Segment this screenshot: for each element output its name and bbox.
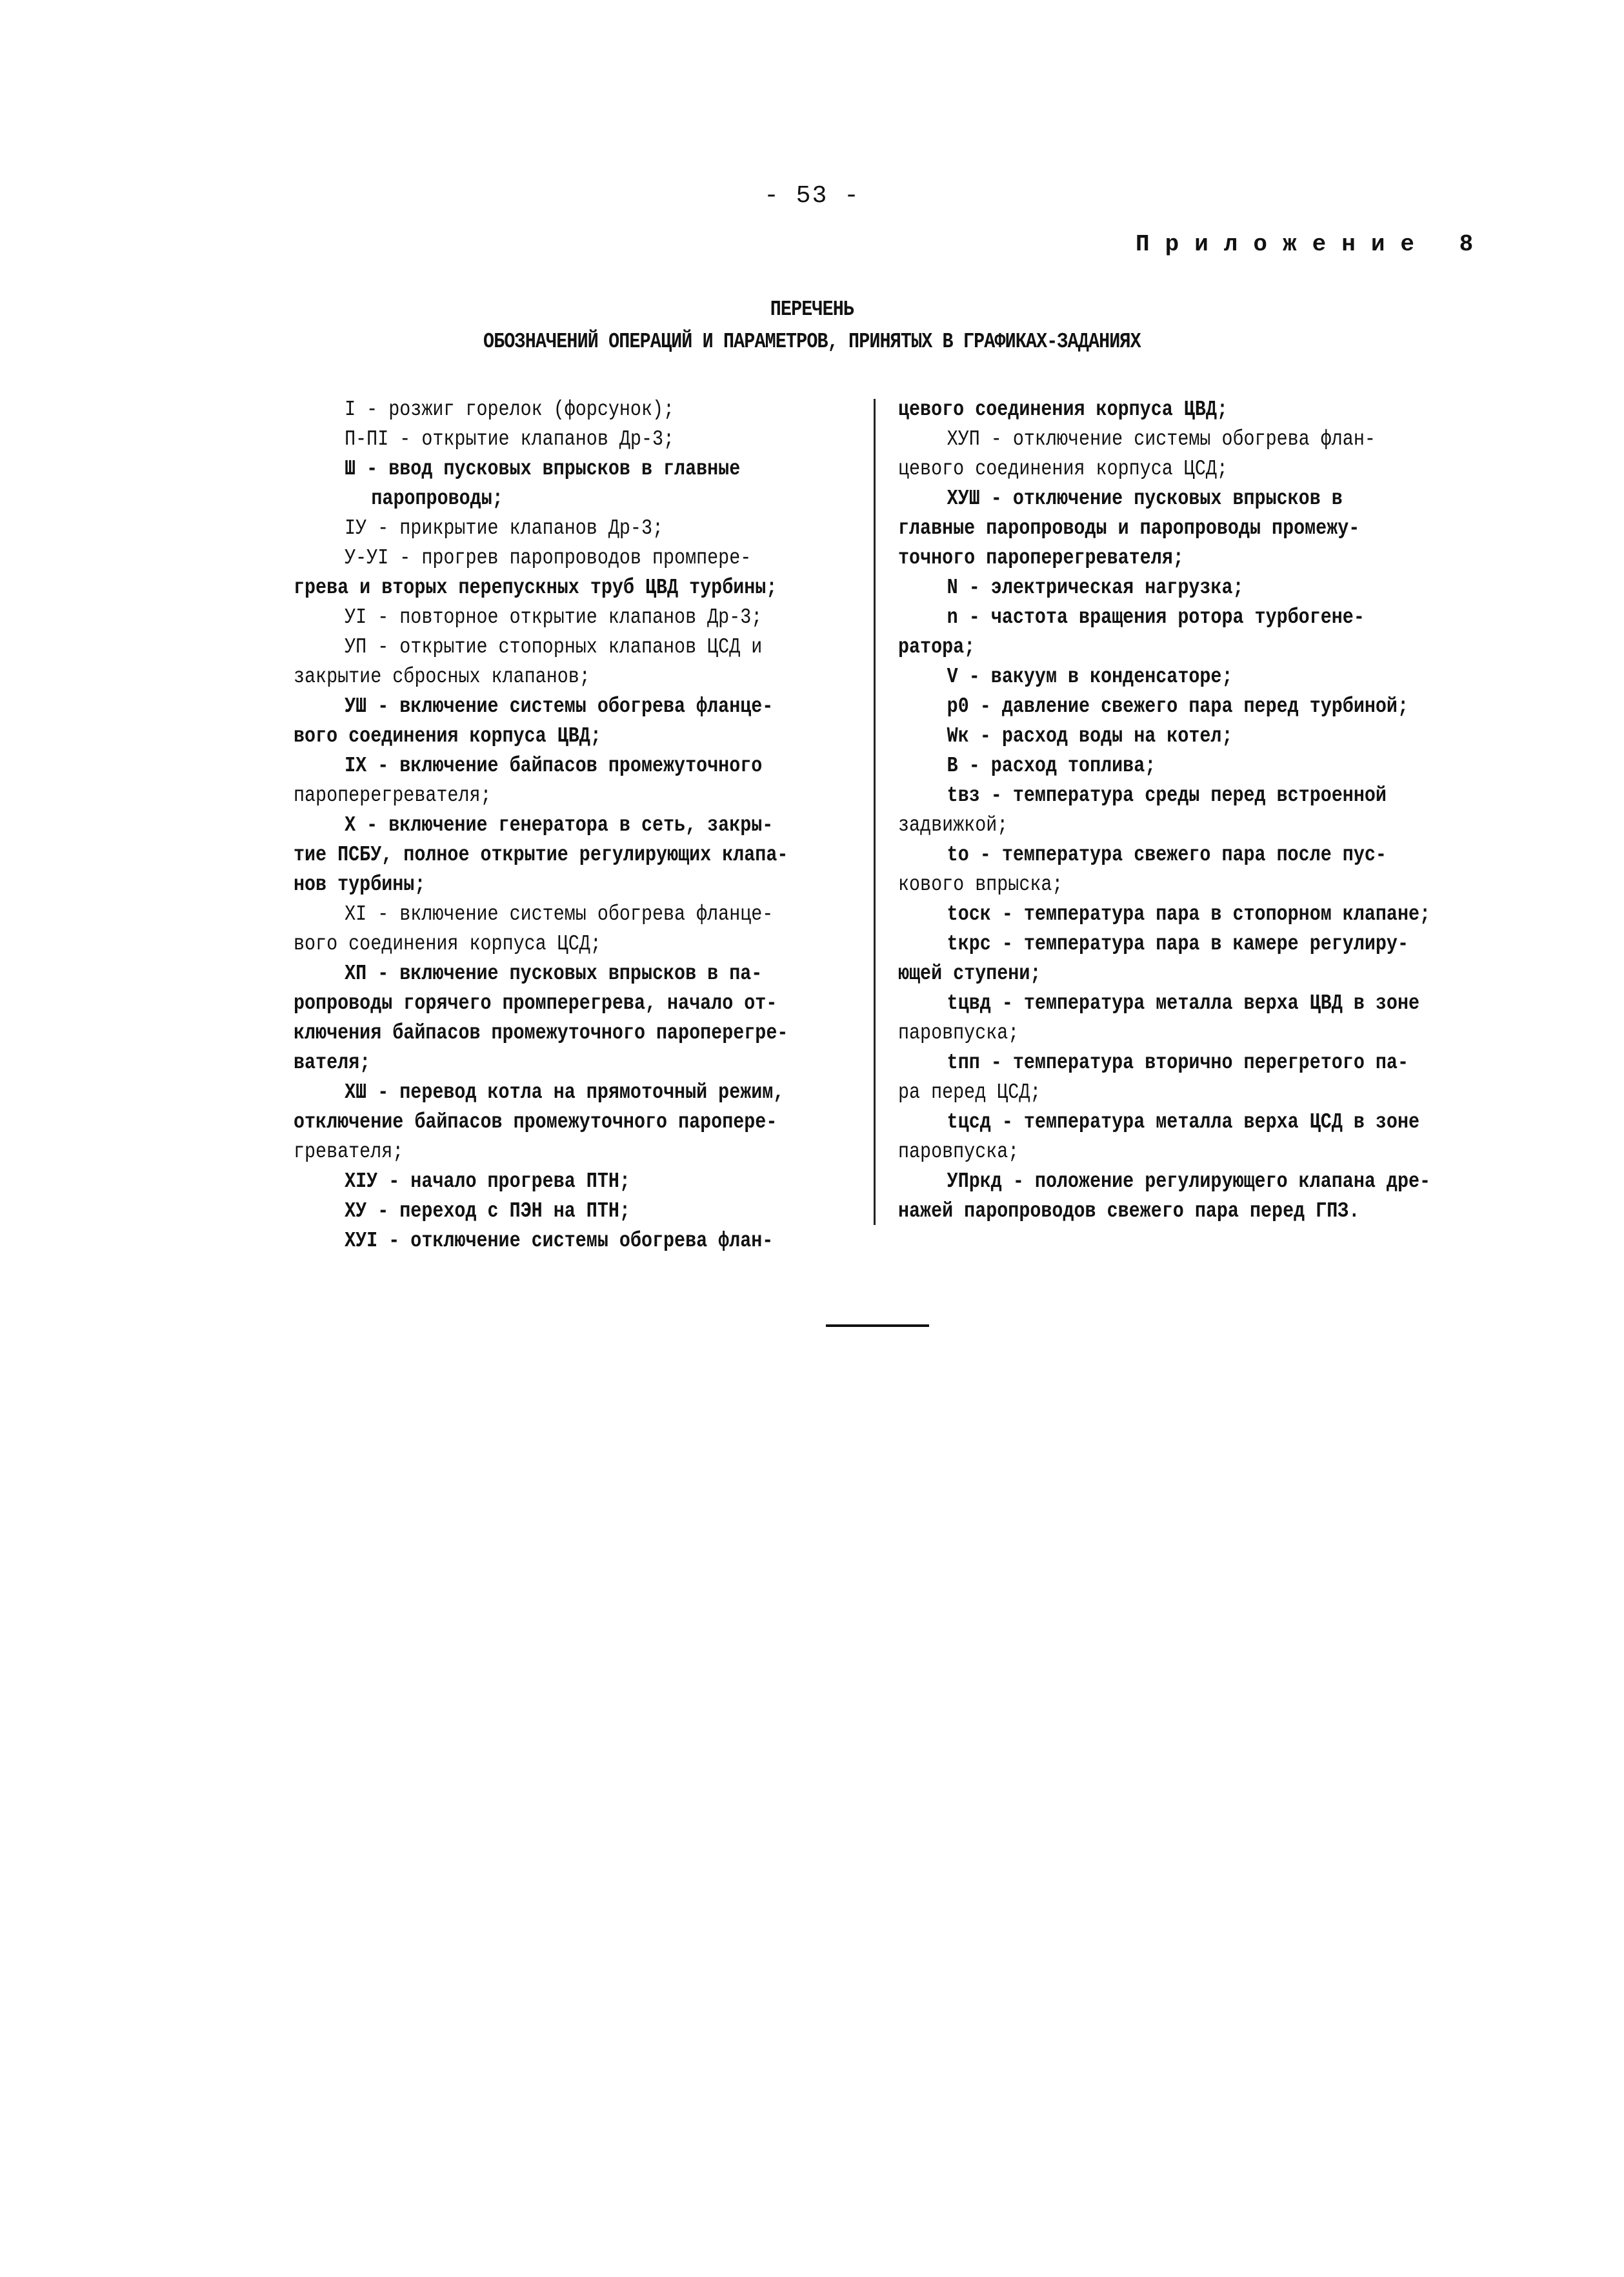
list-item: пароперегревателя; bbox=[294, 784, 492, 807]
list-item: тие ПСБУ, полное открытие регулирующих клапа- bbox=[294, 843, 788, 867]
list-item: ключения байпасов промежуточного пароперегре- bbox=[294, 1021, 788, 1045]
list-item: главные паропроводы и паропроводы промежу- bbox=[898, 516, 1360, 540]
list-item: точного пароперегревателя; bbox=[898, 546, 1184, 570]
list-item: УП - открытие стопорных клапанов ЦСД и bbox=[345, 635, 763, 659]
list-item: Wк - расход воды на котел; bbox=[947, 724, 1233, 748]
list-item: У-УI - прогрев паропроводов промпере- bbox=[345, 546, 752, 570]
list-item: tпп - температура вторично перегретого па- bbox=[947, 1051, 1408, 1075]
list-item: XУ - переход с ПЭН на ПТН; bbox=[345, 1199, 630, 1223]
list-item: IX - включение байпасов промежуточного bbox=[345, 754, 763, 778]
left-column bbox=[294, 395, 788, 1256]
list-item: XIУ - начало прогрева ПТН; bbox=[345, 1169, 630, 1193]
list-item: паровпуска; bbox=[898, 1021, 1019, 1045]
list-item: УШ - включение системы обогрева фланце- bbox=[345, 694, 774, 718]
list-item: вателя; bbox=[294, 1051, 371, 1075]
list-item: задвижкой; bbox=[898, 813, 1008, 837]
list-item: гревателя; bbox=[294, 1140, 404, 1164]
list-item: p0 - давление свежего пара перед турбиной; bbox=[947, 694, 1408, 718]
list-item: N - электрическая нагрузка; bbox=[947, 576, 1244, 600]
end-rule bbox=[826, 1324, 929, 1327]
page-number: - 53 - bbox=[764, 182, 860, 210]
list-item: tцсд - температура металла верха ЦСД в зоне bbox=[947, 1110, 1420, 1134]
list-item: B - расход топлива; bbox=[947, 754, 1156, 778]
list-item: закрытие сбросных клапанов; bbox=[294, 665, 590, 689]
right-column bbox=[898, 395, 1430, 1226]
list-item: n - частота вращения ротора турбогене- bbox=[947, 605, 1365, 629]
list-item: паропроводы; bbox=[371, 487, 503, 511]
list-item: отключение байпасов промежуточного паропере- bbox=[294, 1110, 777, 1134]
list-item: XШ - перевод котла на прямоточный режим, bbox=[345, 1080, 785, 1104]
title-line-1: ПЕРЕЧЕНЬ bbox=[770, 298, 854, 321]
title-line-2: ОБОЗНАЧЕНИЙ ОПЕРАЦИЙ И ПАРАМЕТРОВ, ПРИНЯТЫХ В ГРАФИКАХ-ЗАДАНИЯХ bbox=[483, 330, 1141, 354]
list-item: XП - включение пусковых впрысков в па- bbox=[345, 962, 763, 986]
list-item: вого соединения корпуса ЦВД; bbox=[294, 724, 601, 748]
list-item: цевого соединения корпуса ЦВД; bbox=[898, 398, 1228, 421]
list-item: кового впрыска; bbox=[898, 873, 1063, 896]
list-item: IУ - прикрытие клапанов Др-3; bbox=[345, 516, 664, 540]
column-divider bbox=[874, 399, 876, 1225]
list-item: цевого соединения корпуса ЦСД; bbox=[898, 457, 1228, 481]
list-item: tцвд - температура металла верха ЦВД в зоне bbox=[947, 991, 1420, 1015]
list-item: I - розжиг горелок (форсунок); bbox=[345, 398, 675, 421]
list-item: ра перед ЦСД; bbox=[898, 1080, 1041, 1104]
list-item: нажей паропроводов свежего пара перед ГПЗ. bbox=[898, 1199, 1360, 1223]
list-item: вого соединения корпуса ЦСД; bbox=[294, 932, 601, 956]
list-item: УПркд - положение регулирующего клапана дре- bbox=[947, 1169, 1431, 1193]
list-item: грева и вторых перепускных труб ЦВД турбины; bbox=[294, 576, 777, 600]
list-item: П-ПI - открытие клапанов Др-3; bbox=[345, 427, 675, 451]
appendix-label: Приложение 8 bbox=[1136, 231, 1489, 258]
list-item: XI - включение системы обогрева фланце- bbox=[345, 902, 774, 926]
list-item: ющей ступени; bbox=[898, 962, 1041, 986]
list-item: ропроводы горячего промперегрева, начало от- bbox=[294, 991, 777, 1015]
list-item: V - вакуум в конденсаторе; bbox=[947, 665, 1233, 689]
list-item: паровпуска; bbox=[898, 1140, 1019, 1164]
list-item: Ш - ввод пусковых впрысков в главные bbox=[345, 457, 741, 481]
list-item: tкрс - температура пара в камере регулиру- bbox=[947, 932, 1408, 956]
list-item: tвз - температура среды перед встроенной bbox=[947, 784, 1387, 807]
list-item: УI - повторное открытие клапанов Др-3; bbox=[345, 605, 763, 629]
list-item: XУI - отключение системы обогрева флан- bbox=[345, 1229, 774, 1253]
list-item: tоск - температура пара в стопорном клапане; bbox=[947, 902, 1431, 926]
list-item: XУШ - отключение пусковых впрысков в bbox=[947, 487, 1343, 511]
document-title bbox=[114, 294, 1510, 358]
list-item: tо - температура свежего пара после пус- bbox=[947, 843, 1387, 867]
list-item: нов турбины; bbox=[294, 873, 426, 896]
list-item: ратора; bbox=[898, 635, 976, 659]
list-item: X - включение генератора в сеть, закры- bbox=[345, 813, 774, 837]
list-item: XУП - отключение системы обогрева флан- bbox=[947, 427, 1376, 451]
